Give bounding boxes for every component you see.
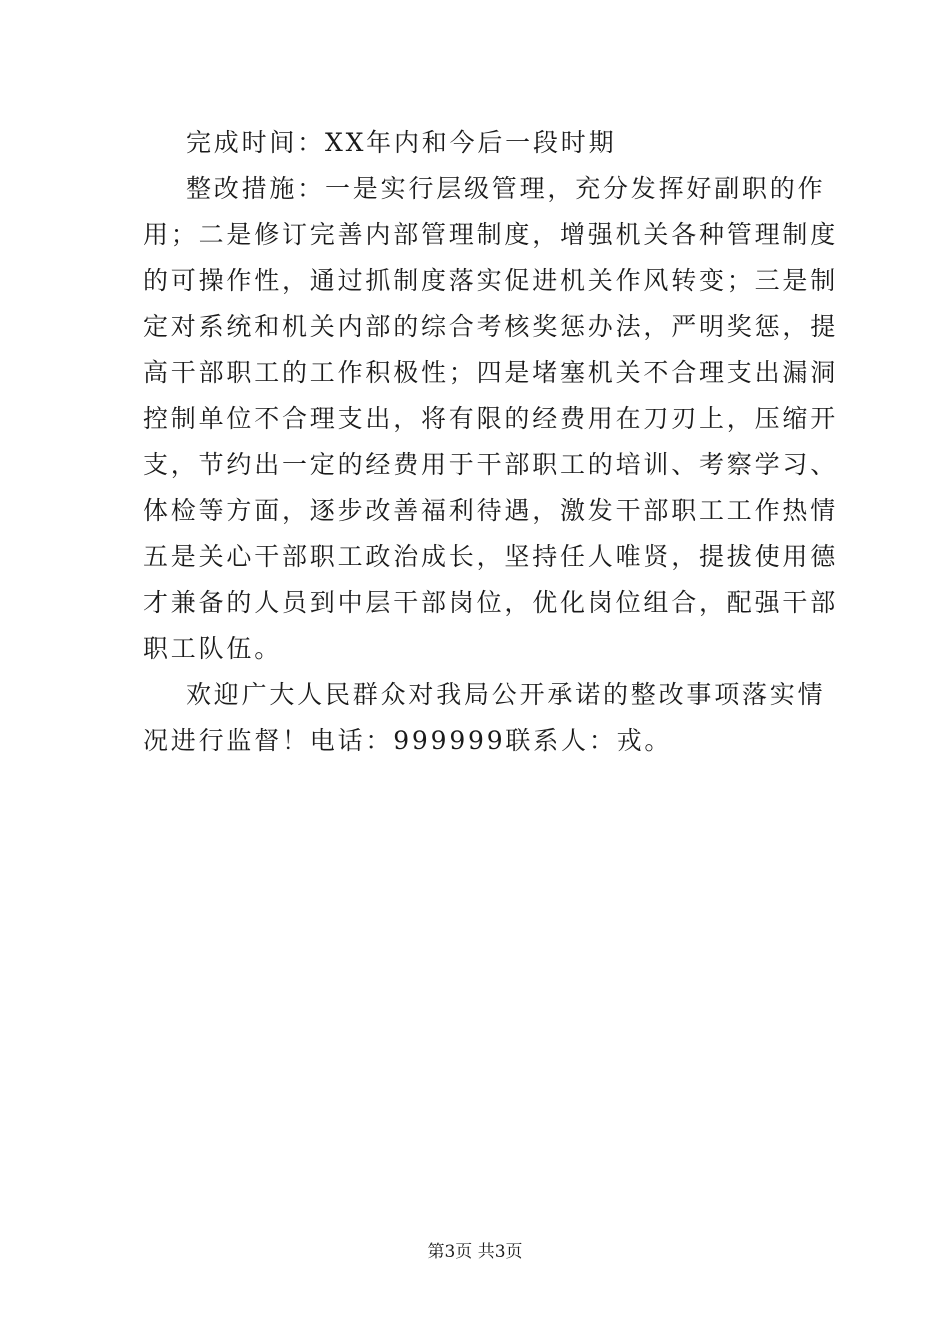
measures-line-4: 定对系统和机关内部的综合考核奖惩办法，严明奖惩，提: [143, 312, 839, 341]
supervision-line-1: 欢迎广大人民群众对我局公开承诺的整改事项落实情: [143, 680, 826, 709]
measures-line-2: 用；二是修订完善内部管理制度，增强机关各种管理制度: [143, 220, 839, 249]
document-body: [143, 120, 839, 764]
measures-line-7: 支，节约出一定的经费用于干部职工的培训、考察学习、: [143, 450, 839, 479]
measures-line-10: 才兼备的人员到中层干部岗位，优化岗位组合，配强干部: [143, 588, 839, 617]
measures-line-6: 控制单位不合理支出，将有限的经费用在刀刃上，压缩开: [143, 404, 839, 433]
measures-line-8: 体检等方面，逐步改善福利待遇，激发干部职工工作热情: [143, 496, 839, 525]
measures-line-1: 整改措施：一是实行层级管理，充分发挥好副职的作: [143, 174, 826, 203]
page-number-footer: 第3页 共3页: [427, 1242, 523, 1262]
measures-line-5: 高干部职工的工作积极性；四是堵塞机关不合理支出漏洞: [143, 358, 839, 387]
completion-time-line: 完成时间：XX年内和今后一段时期: [143, 128, 617, 157]
measures-line-3: 的可操作性，通过抓制度落实促进机关作风转变；三是制: [143, 266, 839, 295]
measures-line-11: 职工队伍。: [143, 634, 283, 663]
measures-line-9: 五是关心干部职工政治成长，坚持任人唯贤，提拔使用德: [143, 542, 839, 571]
supervision-line-2: 况进行监督！电话：999999联系人：戎。: [143, 726, 673, 755]
